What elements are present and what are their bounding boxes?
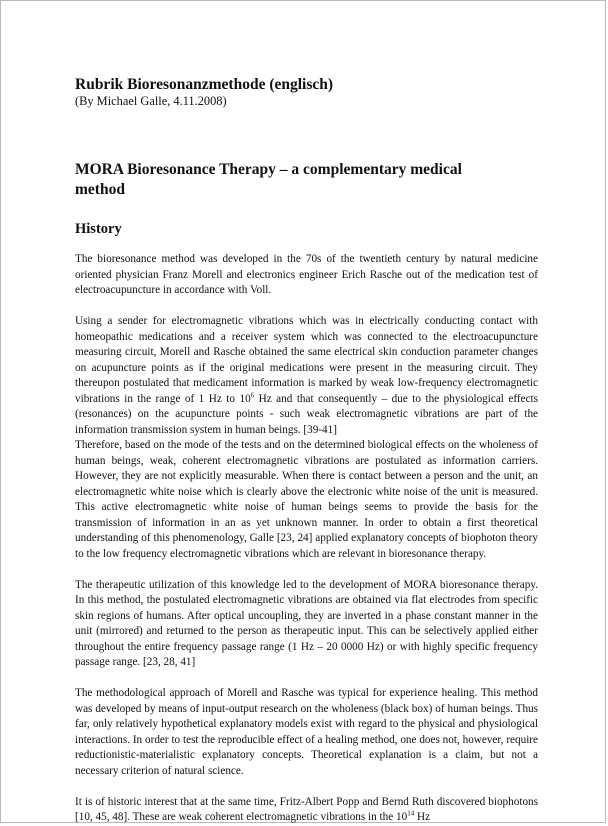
rubrik-heading: Rubrik Bioresonanzmethode (englisch) (75, 76, 334, 93)
paragraph-4: The therapeutic utilization of this knowledge led to the development of MORA bioresonance therapy. In this method, the postulated electromagnetic vibrations are obtained via flat electrodes from specific skin regions of humans. After optical uncoupling, they are inverted in a phase constant manner in the unit (mirrored) and returned to the person as therapeutic input. This can be selectively applied either throughout the entire frequency passage range (1 Hz – 20 0000 Hz) or with highly specific frequency passage range. [23, 28, 41] (75, 578, 538, 668)
document-title (75, 160, 538, 200)
document-body (75, 75, 538, 826)
paragraph-5: The methodological approach of Morell and Rasche was typical for experience healing. This method was developed by means of input-output research on the wholeness (black box) of human beings. Thus far, only relatively hypothetical explanatory models exist with regard to the physical and physiological interactions. In order to test the reproducible effect of a healing method, one does not, however, require reductionistic-materialistic explanatory concepts. Theoretical explanation is a claim, but not a necessary criterion of natural science. (75, 687, 538, 777)
section-heading-history: History (75, 221, 122, 237)
paragraph-6-text-b: Hz (414, 811, 431, 823)
paragraph-2 (75, 314, 538, 438)
author-byline: (By Michael Galle, 4.11.2008) (75, 94, 227, 108)
paragraph-2-text-b: Hz and that consequently – due to the physiological effects (resonances) on the acupuncture points - such weak electromagnetic vibrations are part of the information transmission system in human beings. [39-41] (75, 392, 538, 436)
document-title-line-2: method (75, 181, 125, 198)
document-title-line-1: MORA Bioresonance Therapy – a complementary medical (75, 161, 462, 178)
paragraph-6-superscript: 14 (407, 809, 415, 818)
paragraph-2-text-a: Using a sender for electromagnetic vibrations which was in electrically conducting contact with homeopathic medications and a receiver system which was connected to the electroacupuncture measuring circuit, Morell and Rasche obtained the same electrical skin conduction parameter changes on acupuncture points as if the original medications were present in the measuring circuit. They thereupon postulated that medicament information is marked by weak low-frequency electromagnetic vibrations in the range of 1 Hz to 10 (75, 315, 538, 405)
paragraph-1: The bioresonance method was developed in the 70s of the twentieth century by natural medicine oriented physician Franz Morell and electronics engineer Erich Rasche out of the medication test of electroacupuncture in accordance with Voll. (75, 253, 538, 296)
paragraph-2-superscript: 6 (250, 390, 255, 399)
paragraph-6-text-a: It is of historic interest that at the same time, Fritz-Albert Popp and Bernd Ruth discovered biophotons [10, 45, 48]. These are weak coherent electromagnetic vibrations in the 10 (75, 795, 538, 823)
paragraph-3: Therefore, based on the mode of the tests and on the determined biological effects on the wholeness of human beings, weak, coherent electromagnetic vibrations are postulated as information carriers. However, they are not explicitly measurable. When there is contact between a person and the unit, an electromagnetic white noise which is clearly above the electronic white noise of the unit is measured. This active electromagnetic white noise of human beings seems to provide the basis for the transmission of information in an as yet unknown manner. In order to obtain a first theoretical understanding of this phenomenology, Galle [23, 24] applied explanatory concepts of biophoton theory to the low frequency electromagnetic vibrations which are relevant in bioresonance therapy. (75, 439, 538, 560)
paragraph-6 (75, 795, 538, 826)
